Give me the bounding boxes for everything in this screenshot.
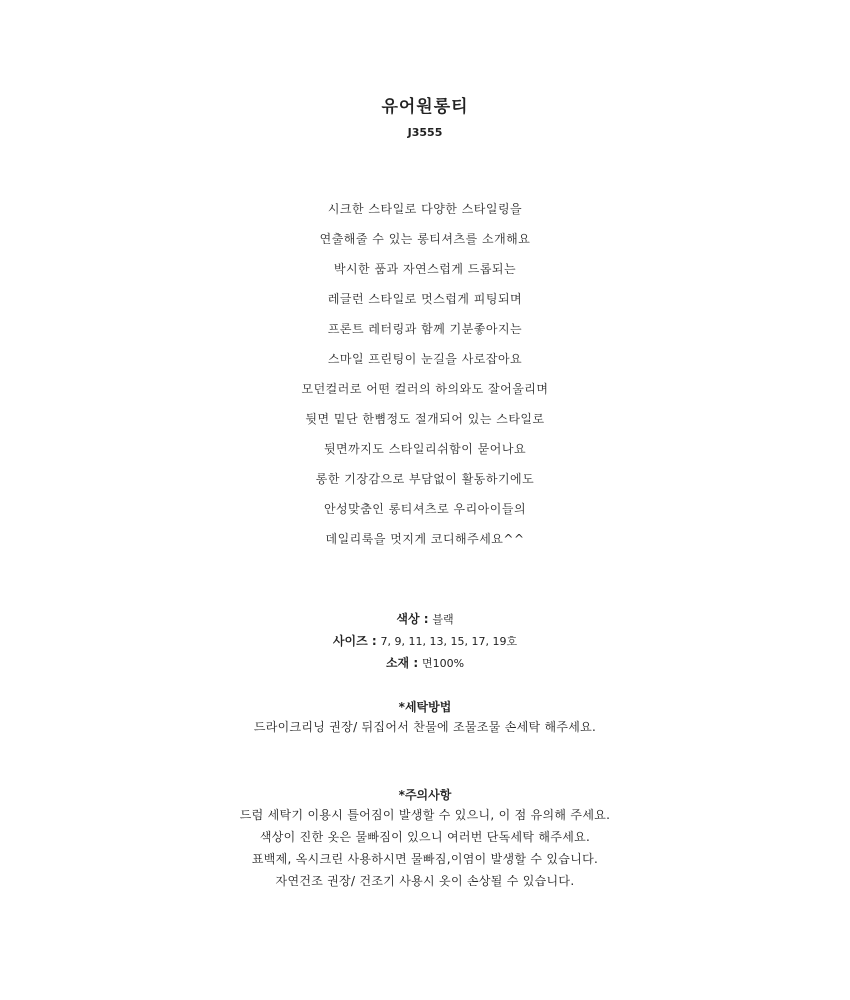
product-code: J3555	[407, 126, 443, 139]
description-line: 레글런 스타일로 멋스럽게 피팅되며	[327, 292, 523, 306]
description-line: 시크한 스타일로 다양한 스타일링을	[327, 202, 523, 216]
spec-size-label: 사이즈 :	[332, 634, 377, 648]
spec-material-label: 소재 :	[385, 656, 419, 670]
caution-heading: *주의사항	[398, 788, 452, 802]
caution-line: 자연건조 권장/ 건조기 사용시 옷이 손상될 수 있습니다.	[275, 874, 575, 888]
description-line: 연출해줄 수 있는 롱티셔츠를 소개해요	[319, 232, 531, 246]
caution-line: 드럼 세탁기 이용시 틀어짐이 발생할 수 있으니, 이 점 유의해 주세요.	[239, 808, 611, 822]
spec-material	[0, 654, 850, 676]
caution-line: 표백제, 옥시크린 사용하시면 물빠짐,이염이 발생할 수 있습니다.	[251, 852, 599, 866]
description-line: 데일리룩을 멋지게 코디해주세요^^	[325, 532, 525, 546]
spec-color	[0, 610, 850, 632]
description-line: 프론트 레터링과 함께 기분좋아지는	[327, 322, 523, 336]
spec-size	[0, 632, 850, 654]
caution-line: 색상이 진한 옷은 물빠짐이 있으니 여러번 단독세탁 해주세요.	[259, 830, 591, 844]
product-description	[0, 200, 850, 560]
description-line: 뒷면 밑단 한뼘정도 절개되어 있는 스타일로	[305, 412, 545, 426]
spec-color-label: 색상 :	[396, 612, 429, 626]
spec-size-value: 7, 9, 11, 13, 15, 17, 19호	[380, 635, 518, 648]
washing-section	[0, 698, 850, 738]
washing-text: 드라이크리닝 권장/ 뒤집어서 찬물에 조물조물 손세탁 해주세요.	[253, 720, 597, 734]
description-line: 스마일 프린팅이 눈길을 사로잡아요	[327, 352, 523, 366]
description-line: 안성맞춤인 롱티셔츠로 우리아이들의	[323, 502, 527, 516]
description-line: 박시한 품과 자연스럽게 드롭되는	[333, 262, 517, 276]
washing-heading: *세탁방법	[398, 700, 452, 714]
spec-material-value: 면100%	[421, 657, 465, 670]
description-line: 롱한 기장감으로 부담없이 활동하기에도	[315, 472, 535, 486]
description-line: 모던컬러로 어떤 컬러의 하의와도 잘어울리며	[301, 382, 549, 396]
product-specs	[0, 610, 850, 676]
caution-list	[0, 804, 850, 892]
product-title: 유어원롱티	[381, 97, 469, 117]
spec-color-value: 블랙	[432, 613, 454, 626]
caution-section	[0, 786, 850, 892]
description-line: 뒷면까지도 스타일리쉬함이 묻어나요	[323, 442, 527, 456]
